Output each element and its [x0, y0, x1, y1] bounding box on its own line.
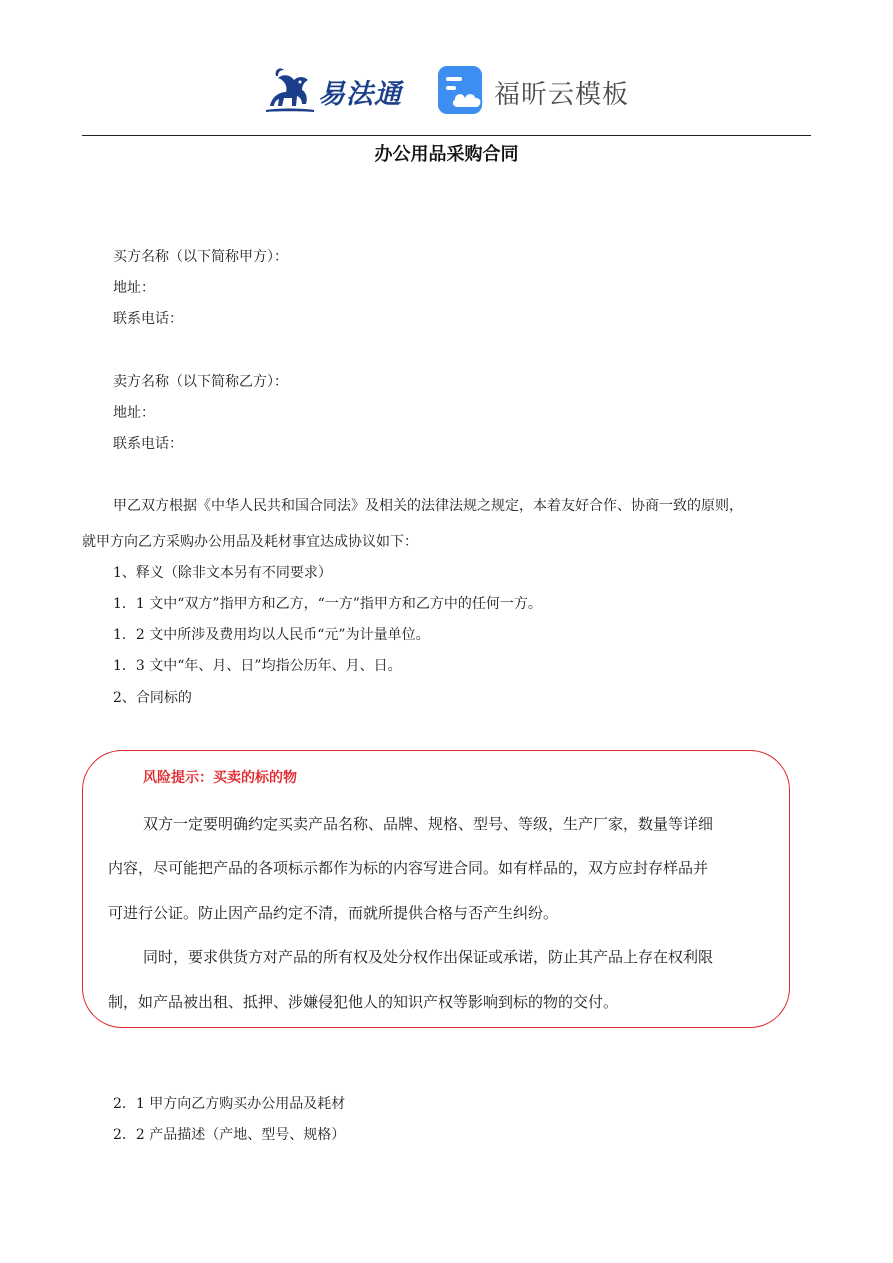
yifatong-logo [262, 62, 412, 118]
clause-line: 1、释义（除非文本另有不同要求） [113, 565, 332, 581]
clause-line: 2、合同标的 [113, 690, 192, 706]
clause-line: 1．1 文中“双方”指甲方和乙方，“一方”指甲方和乙方中的任何一方。 [113, 596, 542, 612]
risk-warning-line: 双方一定要明确约定买卖产品名称、品牌、规格、型号、等级，生产厂家，数量等详细 [143, 815, 714, 833]
seller-name-label: 卖方名称（以下简称乙方）： [113, 374, 288, 390]
foxit-template-logo [436, 64, 646, 120]
seller-address-label: 地址： [113, 405, 155, 421]
risk-warning-line: 内容，尽可能把产品的各项标示都作为标的内容写进合同。如有样品的，双方应封存样品并 [108, 859, 709, 877]
yifatong-logo-text: 易法通 [318, 79, 402, 110]
seller-phone-label: 联系电话： [113, 436, 183, 452]
foxit-template-logo-text: 福昕云模板 [494, 80, 630, 110]
buyer-address-label: 地址： [113, 280, 155, 296]
header-divider [82, 135, 811, 136]
risk-warning-line: 同时，要求供货方对产品的所有权及处分权作出保证或承诺，防止其产品上存在权利限 [143, 948, 714, 966]
risk-warning-box [82, 750, 790, 1028]
buyer-name-label: 买方名称（以下简称甲方）： [113, 249, 288, 265]
intro-line: 就甲方向乙方采购办公用品及耗材事宜达成协议如下： [82, 534, 418, 550]
clause-line: 1．2 文中所涉及费用均以人民币“元”为计量单位。 [113, 627, 430, 643]
intro-line: 甲乙双方根据《中华人民共和国合同法》及相关的法律法规之规定，本着友好合作、协商一致的原则， [113, 498, 743, 514]
risk-warning-line: 可进行公证。防止因产品约定不清，而就所提供合格与否产生纠纷。 [108, 904, 559, 922]
qilin-icon [262, 62, 318, 118]
document-title: 办公用品采购合同 [374, 144, 519, 165]
risk-warning-line: 制，如产品被出租、抵押、涉嫌侵犯他人的知识产权等影响到标的物的交付。 [108, 993, 619, 1011]
risk-warning-title: 风险提示：买卖的标的物 [143, 770, 297, 786]
clause-line: 2．1 甲方向乙方购买办公用品及耗材 [113, 1096, 346, 1112]
header [0, 60, 893, 124]
cloud-document-icon [436, 64, 488, 116]
clause-line: 2．2 产品描述（产地、型号、规格） [113, 1127, 346, 1143]
buyer-phone-label: 联系电话： [113, 311, 183, 327]
clause-line: 1．3 文中“年、月、日”均指公历年、月、日。 [113, 658, 402, 674]
